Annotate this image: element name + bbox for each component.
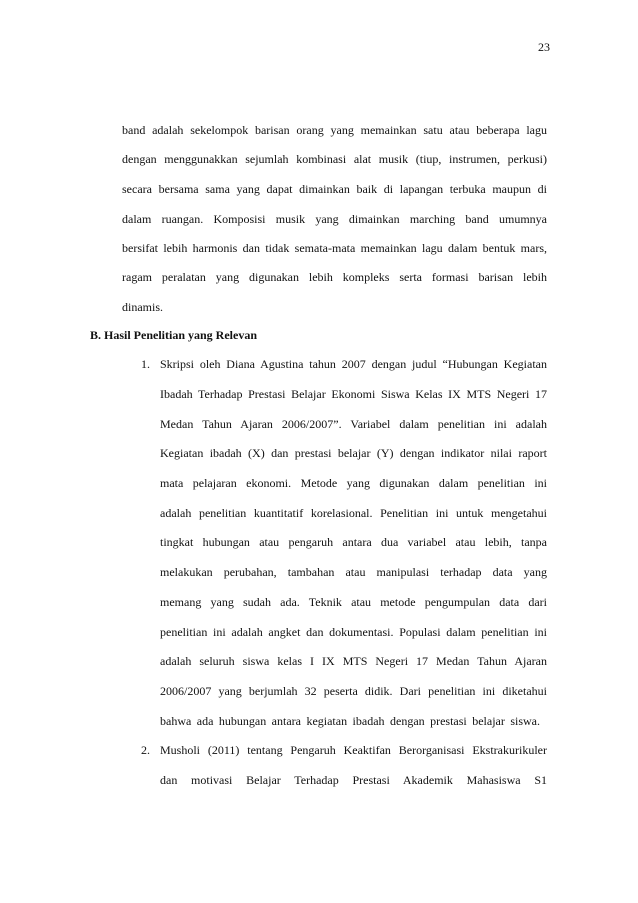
- section-heading: B. Hasil Penelitian yang Relevan: [90, 328, 258, 342]
- page-number: 23: [538, 40, 550, 54]
- list-item-line: bahwa ada hubungan antara kegiatan ibadah dengan prestasi belajar siswa.: [160, 714, 540, 728]
- list-item-line: penelitian ini adalah angket dan dokumentasi. Populasi dalam penelitian ini: [160, 625, 547, 639]
- list-item-line: memang yang sudah ada. Teknik atau metode pengumpulan data dari: [160, 595, 547, 609]
- list-number: 1.: [141, 357, 150, 371]
- list-number: 2.: [141, 743, 150, 757]
- list-item-line: tingkat hubungan atau pengaruh antara dua variabel atau lebih, tanpa: [160, 535, 547, 549]
- list-item-line: mata pelajaran ekonomi. Metode yang digunakan dalam penelitian ini: [160, 476, 547, 490]
- list-item-line: Medan Tahun Ajaran 2006/2007”. Variabel dalam penelitian ini adalah: [160, 417, 547, 431]
- list-item-line: Ibadah Terhadap Prestasi Belajar Ekonomi Siswa Kelas IX MTS Negeri 17: [160, 387, 547, 401]
- list-item-line: Kegiatan ibadah (X) dan prestasi belajar (Y) dengan indikator nilai raport: [160, 446, 547, 460]
- paragraph-line: dalam ruangan. Komposisi musik yang dimainkan marching band umumnya: [122, 212, 547, 226]
- paragraph-line: band adalah sekelompok barisan orang yang memainkan satu atau beberapa lagu: [122, 123, 547, 137]
- paragraph-line: bersifat lebih harmonis dan tidak semata-mata memainkan lagu dalam bentuk mars,: [122, 241, 547, 255]
- paragraph-line: secara bersama sama yang dapat dimainkan baik di lapangan terbuka maupun di: [122, 182, 547, 196]
- paragraph-line: dengan menggunakkan sejumlah kombinasi alat musik (tiup, instrumen, perkusi): [122, 152, 547, 166]
- list-item-line: dan motivasi Belajar Terhadap Prestasi Akademik Mahasiswa S1: [160, 773, 547, 787]
- list-item-line: adalah seluruh siswa kelas I IX MTS Negeri 17 Medan Tahun Ajaran: [160, 654, 547, 668]
- list-item-line: adalah penelitian kuantitatif korelasional. Penelitian ini untuk mengetahui: [160, 506, 547, 520]
- paragraph-line: dinamis.: [122, 300, 163, 314]
- list-item-line: Musholi (2011) tentang Pengaruh Keaktifan Berorganisasi Ekstrakurikuler: [160, 743, 547, 757]
- paragraph-line: ragam peralatan yang digunakan lebih kompleks serta formasi barisan lebih: [122, 270, 547, 284]
- list-item-line: 2006/2007 yang berjumlah 32 peserta didik. Dari penelitian ini diketahui: [160, 684, 547, 698]
- list-item-line: Skripsi oleh Diana Agustina tahun 2007 dengan judul “Hubungan Kegiatan: [160, 357, 547, 371]
- list-item-line: melakukan perubahan, tambahan atau manipulasi terhadap data yang: [160, 565, 547, 579]
